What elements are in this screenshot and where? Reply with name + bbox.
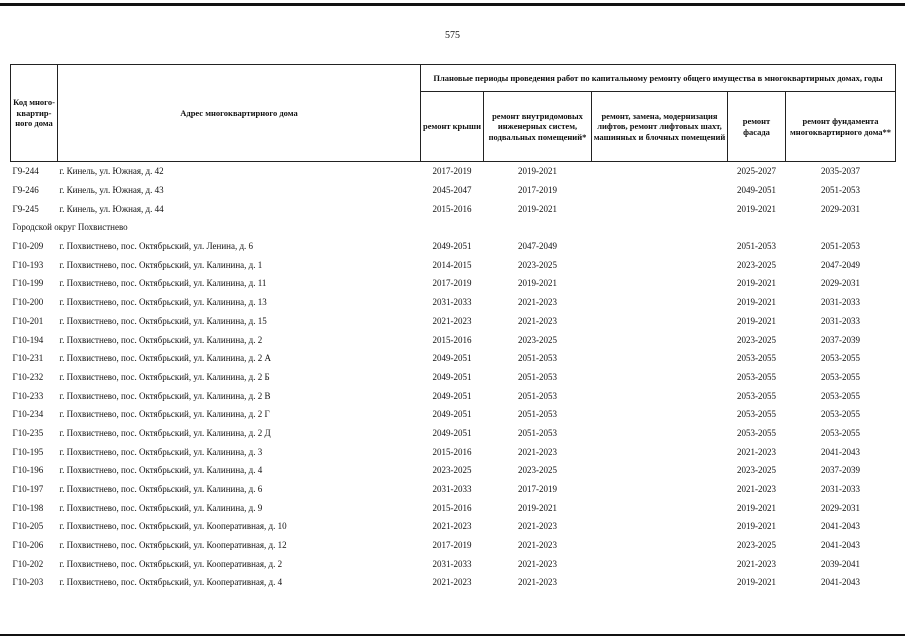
cell-code: Г10-233	[12, 390, 44, 401]
cell-elevators	[592, 424, 728, 443]
cell-foundation: 2039-2041	[821, 558, 861, 569]
cell-engineering: 2047-2049	[518, 241, 557, 252]
cell-code: Г10-202	[12, 558, 44, 569]
cell-elevators	[592, 517, 728, 536]
cell-engineering: 2051-2053	[518, 390, 557, 401]
cell-code: Г10-195	[12, 446, 44, 457]
header-periods-group: Плановые периоды проведения работ по капитальному ремонту общего имущества в многоквартирных домах, годы	[421, 65, 896, 92]
cell-facade: 2021-2023	[737, 446, 776, 457]
cell-engineering: 2051-2053	[518, 427, 557, 438]
cell-roof: 2014-2015	[432, 259, 472, 270]
cell-roof: 2021-2023	[432, 315, 472, 326]
cell-elevators	[592, 554, 728, 573]
cell-address: г. Похвистнево, пос. Октябрьский, ул. Калинина, д. 2 Д	[59, 427, 271, 438]
cell-engineering: 2051-2053	[518, 371, 557, 382]
cell-facade: 2021-2023	[737, 484, 776, 495]
cell-address: г. Кинель, ул. Южная, д. 43	[59, 185, 164, 196]
cell-address: г. Похвистнево, пос. Октябрьский, ул. Калинина, д. 2 Б	[59, 371, 270, 382]
cell-foundation: 2035-2037	[821, 166, 861, 177]
cell-code: Г9-245	[12, 203, 39, 214]
header-foundation: ремонт фундамента многоквартирного дома**	[786, 92, 896, 162]
cell-foundation: 2047-2049	[821, 259, 861, 270]
table-row	[11, 536, 896, 555]
cell-facade: 2023-2025	[737, 334, 776, 345]
table-row	[11, 480, 896, 499]
cell-address: г. Похвистнево, пос. Октябрьский, ул. Калинина, д. 2	[59, 334, 263, 345]
cell-engineering: 2023-2025	[518, 465, 557, 476]
cell-engineering: 2019-2021	[518, 166, 557, 177]
cell-code: Г10-234	[12, 409, 44, 420]
cell-code: Г10-205	[12, 521, 44, 532]
cell-engineering: 2021-2023	[518, 297, 557, 308]
cell-roof: 2049-2051	[432, 353, 472, 364]
cell-engineering: 2017-2019	[518, 185, 557, 196]
cell-address: г. Кинель, ул. Южная, д. 44	[59, 203, 164, 214]
cell-code: Г10-199	[12, 278, 44, 289]
cell-foundation: 2041-2043	[821, 577, 861, 588]
cell-elevators	[592, 573, 728, 592]
cell-elevators	[592, 330, 728, 349]
cell-facade: 2053-2055	[737, 427, 776, 438]
cell-engineering: 2051-2053	[518, 353, 557, 364]
cell-code: Г10-206	[12, 540, 44, 551]
table-group-row	[11, 218, 896, 237]
cell-elevators	[592, 199, 728, 218]
cell-engineering: 2021-2023	[518, 521, 557, 532]
table-row	[11, 330, 896, 349]
cell-roof: 2015-2016	[432, 502, 472, 513]
cell-facade: 2023-2025	[737, 540, 776, 551]
cell-foundation: 2029-2031	[821, 278, 861, 289]
cell-foundation: 2051-2053	[821, 241, 861, 252]
cell-address: г. Похвистнево, пос. Октябрьский, ул. Калинина, д. 4	[59, 465, 263, 476]
header-roof: ремонт крыши	[421, 92, 484, 162]
cell-elevators	[592, 498, 728, 517]
cell-facade: 2051-2053	[737, 241, 776, 252]
cell-address: г. Кинель, ул. Южная, д. 42	[59, 166, 164, 177]
cell-roof: 2049-2051	[432, 409, 472, 420]
cell-roof: 2049-2051	[432, 390, 472, 401]
cell-address: г. Похвистнево, пос. Октябрьский, ул. Калинина, д. 9	[59, 502, 263, 513]
group-label: Городской округ Похвистнево	[12, 222, 128, 233]
cell-engineering: 2017-2019	[518, 484, 557, 495]
cell-code: Г10-235	[12, 427, 44, 438]
cell-elevators	[592, 386, 728, 405]
cell-code: Г10-198	[12, 502, 44, 513]
cell-elevators	[592, 442, 728, 461]
cell-roof: 2021-2023	[432, 577, 472, 588]
cell-roof: 2015-2016	[432, 334, 472, 345]
table-row	[11, 181, 896, 200]
cell-roof: 2021-2023	[432, 521, 472, 532]
cell-code: Г10-200	[12, 297, 44, 308]
cell-foundation: 2051-2053	[821, 185, 861, 196]
cell-facade: 2019-2021	[737, 577, 776, 588]
cell-foundation: 2031-2033	[821, 315, 861, 326]
cell-address: г. Похвистнево, пос. Октябрьский, ул. Кооперативная, д. 10	[59, 521, 287, 532]
cell-roof: 2031-2033	[432, 297, 472, 308]
cell-code: Г10-201	[12, 315, 44, 326]
cell-code: Г9-246	[12, 185, 39, 196]
cell-engineering: 2051-2053	[518, 409, 557, 420]
table-row	[11, 554, 896, 573]
cell-foundation: 2041-2043	[821, 540, 861, 551]
cell-elevators	[592, 368, 728, 387]
cell-code: Г10-193	[12, 259, 44, 270]
cell-facade: 2053-2055	[737, 409, 776, 420]
cell-foundation: 2037-2039	[821, 334, 861, 345]
header-code: Код много-квартир-ного дома	[11, 65, 58, 162]
top-rule	[0, 3, 905, 6]
cell-address: г. Похвистнево, пос. Октябрьский, ул. Калинина, д. 13	[59, 297, 267, 308]
cell-roof: 2045-2047	[432, 185, 472, 196]
header-address: Адрес многоквартирного дома	[58, 65, 421, 162]
cell-roof: 2017-2019	[432, 166, 472, 177]
cell-elevators	[592, 255, 728, 274]
cell-engineering: 2019-2021	[518, 502, 557, 513]
cell-foundation: 2053-2055	[821, 371, 861, 382]
table-header	[11, 65, 896, 162]
cell-engineering: 2021-2023	[518, 446, 557, 457]
cell-elevators	[592, 274, 728, 293]
table-row	[11, 573, 896, 592]
cell-facade: 2023-2025	[737, 259, 776, 270]
cell-facade: 2025-2027	[737, 166, 776, 177]
cell-roof: 2049-2051	[432, 427, 472, 438]
cell-code: Г9-244	[12, 166, 39, 177]
cell-engineering: 2021-2023	[518, 540, 557, 551]
cell-foundation: 2029-2031	[821, 203, 861, 214]
table-row	[11, 237, 896, 256]
cell-address: г. Похвистнево, пос. Октябрьский, ул. Калинина, д. 1	[59, 259, 263, 270]
table-row	[11, 162, 896, 181]
table-row	[11, 274, 896, 293]
cell-code: Г10-231	[12, 353, 44, 364]
cell-engineering: 2023-2025	[518, 334, 557, 345]
cell-elevators	[592, 405, 728, 424]
cell-address: г. Похвистнево, пос. Октябрьский, ул. Калинина, д. 6	[59, 484, 263, 495]
cell-foundation: 2053-2055	[821, 390, 861, 401]
cell-roof: 2015-2016	[432, 446, 472, 457]
cell-address: г. Похвистнево, пос. Октябрьский, ул. Калинина, д. 2 А	[59, 353, 272, 364]
cell-foundation: 2053-2055	[821, 427, 861, 438]
cell-engineering: 2019-2021	[518, 278, 557, 289]
cell-foundation: 2029-2031	[821, 502, 861, 513]
cell-address: г. Похвистнево, пос. Октябрьский, ул. Кооперативная, д. 2	[59, 558, 283, 569]
cell-facade: 2019-2021	[737, 521, 776, 532]
cell-roof: 2017-2019	[432, 278, 472, 289]
cell-roof: 2031-2033	[432, 558, 472, 569]
cell-foundation: 2053-2055	[821, 353, 861, 364]
cell-roof: 2031-2033	[432, 484, 472, 495]
cell-roof: 2049-2051	[432, 371, 472, 382]
cell-code: Г10-196	[12, 465, 44, 476]
cell-address: г. Похвистнево, пос. Октябрьский, ул. Кооперативная, д. 4	[59, 577, 283, 588]
table-row	[11, 255, 896, 274]
cell-foundation: 2037-2039	[821, 465, 861, 476]
cell-code: Г10-194	[12, 334, 44, 345]
table-row	[11, 498, 896, 517]
cell-engineering: 2023-2025	[518, 259, 557, 270]
table-row	[11, 386, 896, 405]
table-row	[11, 442, 896, 461]
cell-elevators	[592, 237, 728, 256]
cell-elevators	[592, 536, 728, 555]
cell-facade: 2019-2021	[737, 297, 776, 308]
cell-roof: 2023-2025	[432, 465, 472, 476]
cell-code: Г10-232	[12, 371, 44, 382]
cell-facade: 2053-2055	[737, 371, 776, 382]
cell-engineering: 2021-2023	[518, 577, 557, 588]
header-facade: ремонт фасада	[728, 92, 786, 162]
capital-repair-table	[10, 64, 896, 592]
cell-address: г. Похвистнево, пос. Октябрьский, ул. Ленина, д. 6	[59, 241, 254, 252]
table-body	[11, 162, 896, 592]
cell-facade: 2021-2023	[737, 558, 776, 569]
cell-address: г. Похвистнево, пос. Октябрьский, ул. Калинина, д. 11	[59, 278, 267, 289]
cell-foundation: 2041-2043	[821, 446, 861, 457]
table-row	[11, 349, 896, 368]
cell-roof: 2049-2051	[432, 241, 472, 252]
cell-facade: 2019-2021	[737, 203, 776, 214]
header-engineering: ремонт внутридомовых инженерных систем, подвальных помещений*	[484, 92, 592, 162]
cell-facade: 2053-2055	[737, 390, 776, 401]
bottom-rule	[0, 634, 905, 636]
table-row	[11, 461, 896, 480]
page-number: 575	[445, 30, 460, 41]
table-row	[11, 405, 896, 424]
cell-elevators	[592, 461, 728, 480]
cell-elevators	[592, 312, 728, 331]
cell-engineering: 2021-2023	[518, 558, 557, 569]
cell-facade: 2053-2055	[737, 353, 776, 364]
cell-roof: 2015-2016	[432, 203, 472, 214]
cell-address: г. Похвистнево, пос. Октябрьский, ул. Калинина, д. 2 Г	[59, 409, 270, 420]
cell-facade: 2019-2021	[737, 278, 776, 289]
cell-foundation: 2031-2033	[821, 484, 861, 495]
cell-elevators	[592, 162, 728, 181]
cell-address: г. Похвистнево, пос. Октябрьский, ул. Калинина, д. 2 В	[59, 390, 271, 401]
cell-address: г. Похвистнево, пос. Октябрьский, ул. Калинина, д. 3	[59, 446, 263, 457]
header-elevators: ремонт, замена, модернизация лифтов, ремонт лифтовых шахт, машинных и блочных помещений	[592, 92, 728, 162]
cell-address: г. Похвистнево, пос. Октябрьский, ул. Кооперативная, д. 12	[59, 540, 287, 551]
cell-foundation: 2031-2033	[821, 297, 861, 308]
cell-facade: 2049-2051	[737, 185, 776, 196]
cell-roof: 2017-2019	[432, 540, 472, 551]
cell-facade: 2023-2025	[737, 465, 776, 476]
table-row	[11, 368, 896, 387]
table-row	[11, 424, 896, 443]
cell-code: Г10-203	[12, 577, 44, 588]
cell-address: г. Похвистнево, пос. Октябрьский, ул. Калинина, д. 15	[59, 315, 267, 326]
cell-facade: 2019-2021	[737, 502, 776, 513]
cell-facade: 2019-2021	[737, 315, 776, 326]
table-row	[11, 312, 896, 331]
cell-foundation: 2041-2043	[821, 521, 861, 532]
cell-code: Г10-197	[12, 484, 44, 495]
cell-elevators	[592, 480, 728, 499]
cell-code: Г10-209	[12, 241, 44, 252]
cell-engineering: 2021-2023	[518, 315, 557, 326]
cell-foundation: 2053-2055	[821, 409, 861, 420]
table-row	[11, 517, 896, 536]
cell-elevators	[592, 181, 728, 200]
cell-elevators	[592, 349, 728, 368]
cell-engineering: 2019-2021	[518, 203, 557, 214]
table-row	[11, 199, 896, 218]
table-row	[11, 293, 896, 312]
cell-elevators	[592, 293, 728, 312]
